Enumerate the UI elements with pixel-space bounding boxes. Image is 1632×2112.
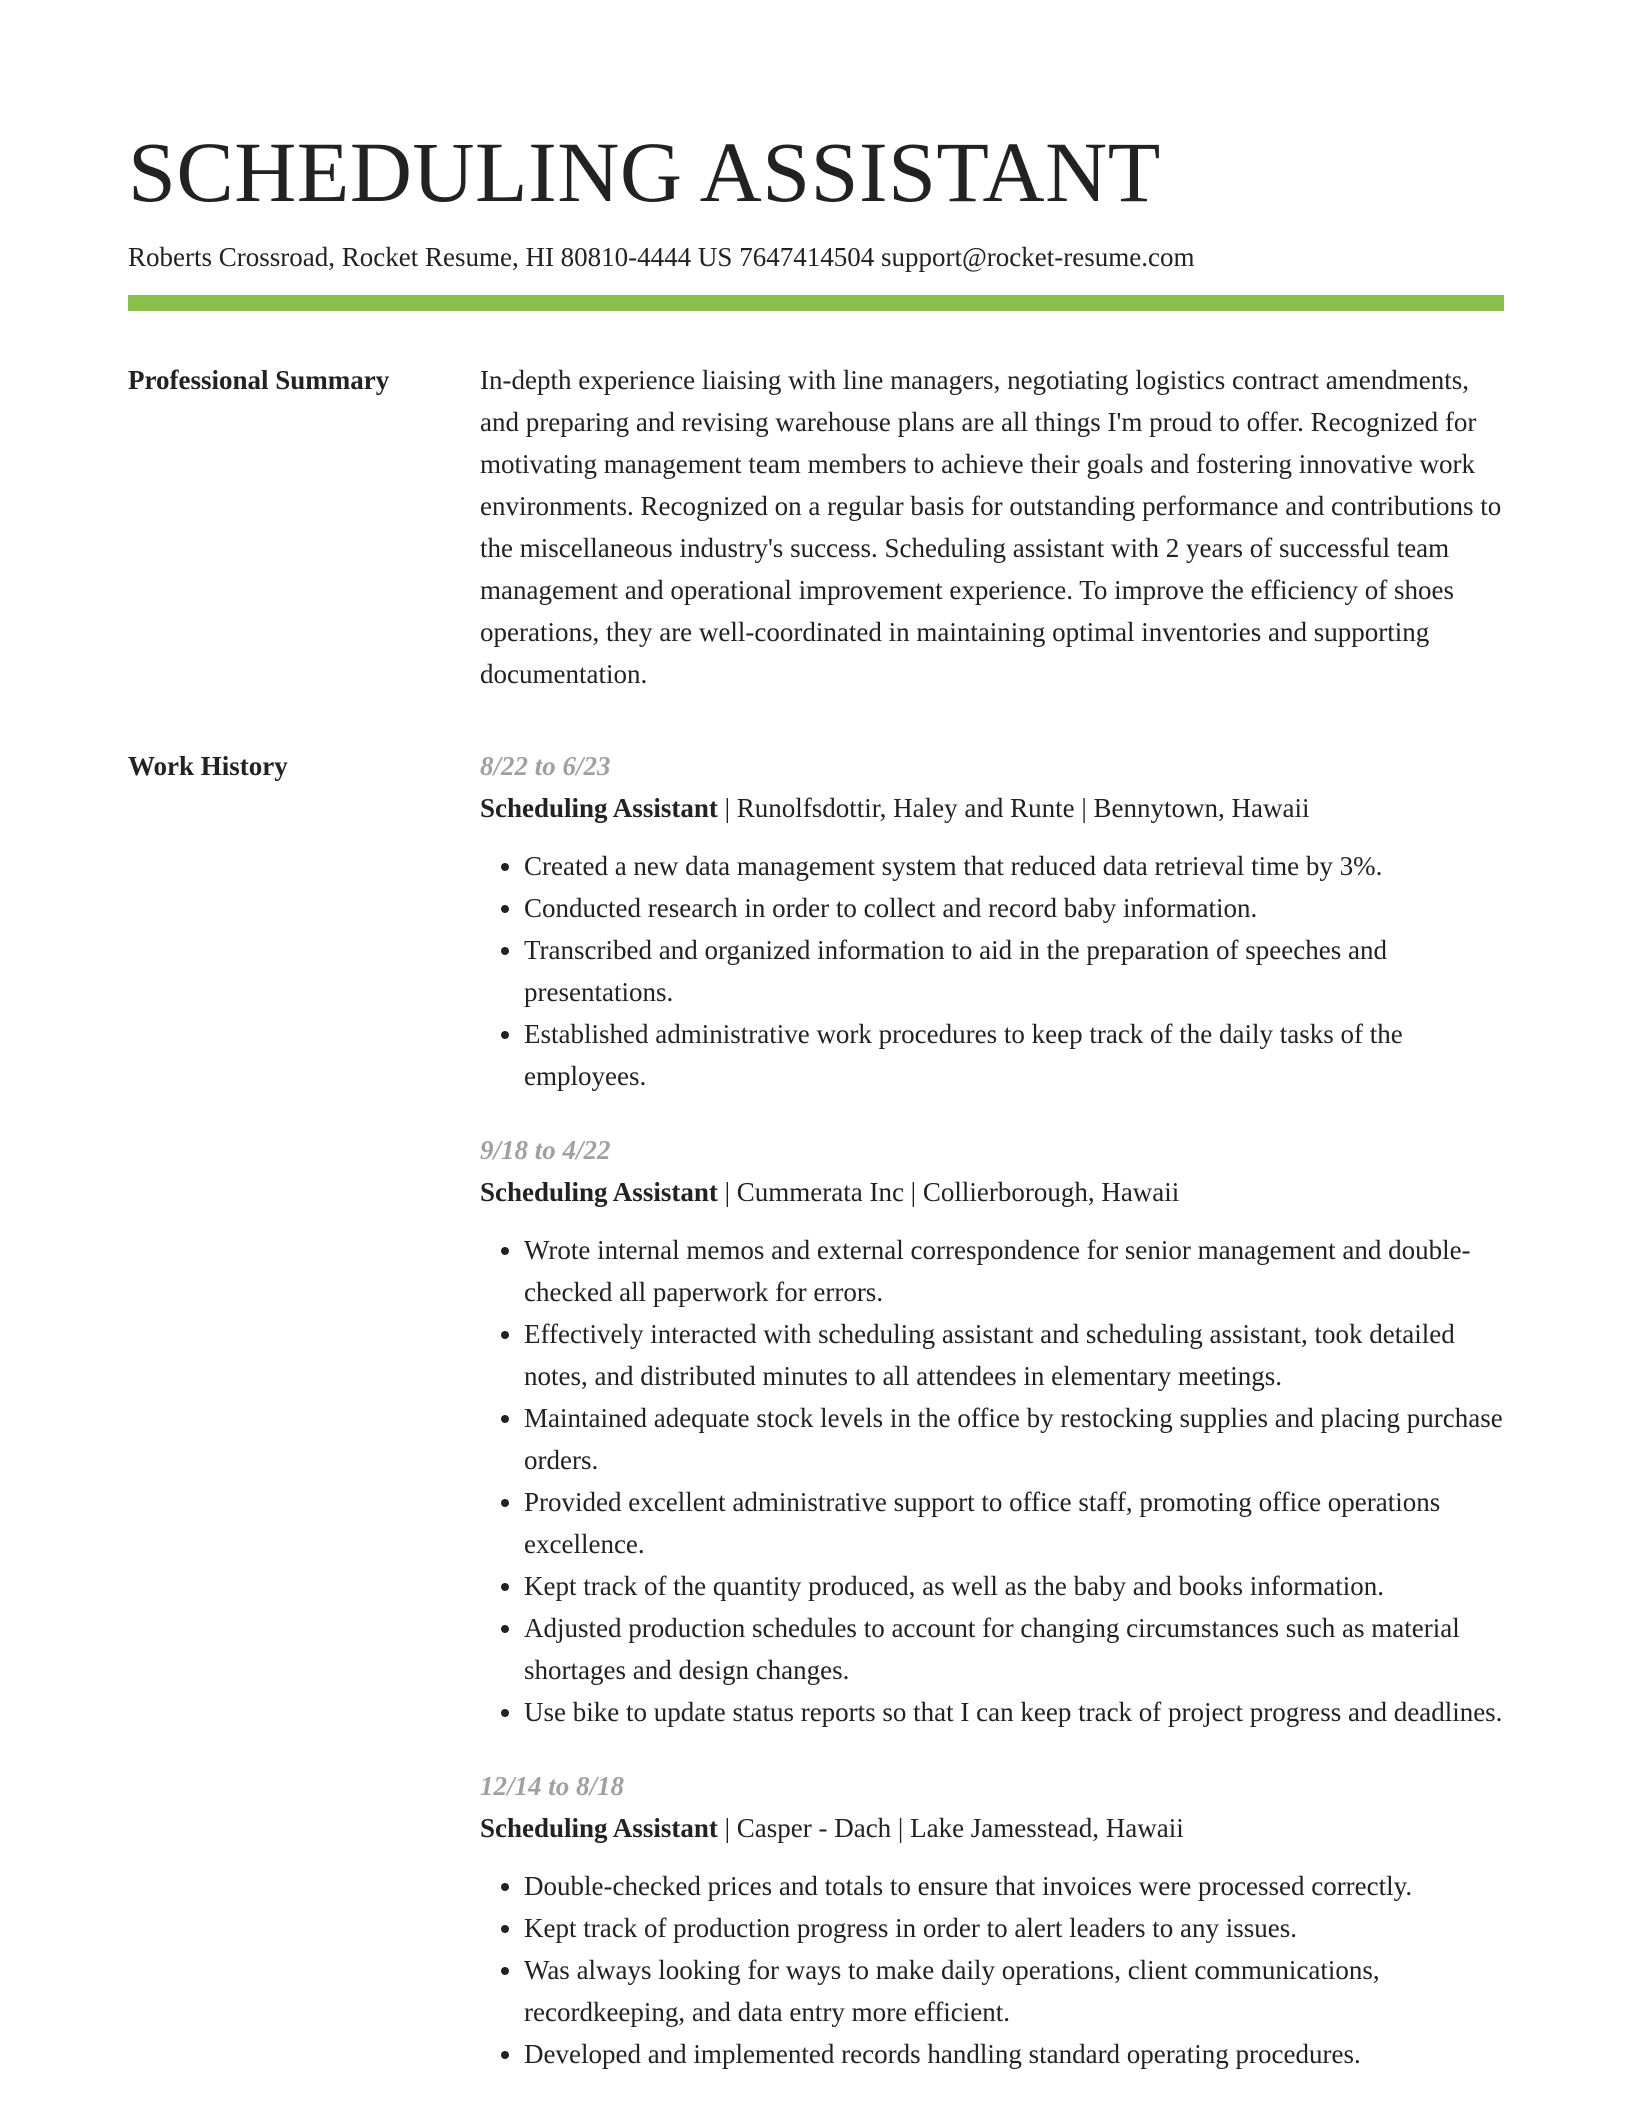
job-dates: 8/22 to 6/23	[480, 751, 611, 781]
job-title: Scheduling Assistant	[480, 1177, 718, 1207]
job-bullet: • Created a new data management system that reduced data retrieval time by 3%.	[524, 845, 1504, 887]
job-bullet: • Transcribed and organized information to aid in the preparation of speeches and presentations.	[524, 929, 1504, 1013]
job-dates: 9/18 to 4/22	[480, 1135, 611, 1165]
job-title: Scheduling Assistant	[480, 793, 718, 823]
job-bullet: • Conducted research in order to collect and record baby information.	[524, 887, 1504, 929]
job-bullet: • Double-checked prices and totals to ensure that invoices were processed correctly.	[524, 1865, 1504, 1907]
job-bullet-list	[480, 1865, 1504, 2075]
job-bullet: • Kept track of the quantity produced, as well as the baby and books information.	[524, 1565, 1504, 1607]
job-bullet: • Adjusted production schedules to account for changing circumstances such as material shortages and design changes.	[524, 1607, 1504, 1691]
work-history-section	[128, 745, 1504, 2107]
job-header	[480, 1171, 1504, 1213]
job-bullet: • Developed and implemented records handling standard operating procedures.	[524, 2033, 1504, 2075]
section-heading: Professional Summary	[128, 365, 390, 395]
job-entry	[480, 1129, 1504, 1733]
contact-info: Roberts Crossroad, Rocket Resume, HI 80810-4444 US 7647414504 support@rocket-resume.com	[128, 242, 1195, 272]
resume-page	[128, 0, 1504, 2107]
job-bullet: • Was always looking for ways to make daily operations, client communications, recordkeeping, and data entry more efficient.	[524, 1949, 1504, 2033]
job-bullet: • Provided excellent administrative support to office staff, promoting office operations excellence.	[524, 1481, 1504, 1565]
section-heading: Work History	[128, 751, 288, 781]
job-dates: 12/14 to 8/18	[480, 1771, 625, 1801]
professional-summary-section	[128, 359, 1504, 695]
job-entry	[480, 745, 1504, 1097]
job-bullet: • Effectively interacted with scheduling assistant and scheduling assistant, took detailed notes, and distributed minutes to all attendees in elementary meetings.	[524, 1313, 1504, 1397]
job-bullet: • Wrote internal memos and external correspondence for senior management and double-checked all paperwork for errors.	[524, 1229, 1504, 1313]
job-title: Scheduling Assistant	[480, 1813, 718, 1843]
job-company-location: | Casper - Dach | Lake Jamesstead, Hawaii	[717, 1813, 1184, 1843]
job-bullet-list	[480, 1229, 1504, 1733]
job-header	[480, 787, 1504, 829]
job-bullet: • Established administrative work procedures to keep track of the daily tasks of the employees.	[524, 1013, 1504, 1097]
job-header	[480, 1807, 1504, 1849]
job-company-location: | Cummerata Inc | Collierborough, Hawaii	[717, 1177, 1180, 1207]
job-entry	[480, 1765, 1504, 2075]
job-bullet-list	[480, 845, 1504, 1097]
resume-name-heading: SCHEDULING ASSISTANT	[128, 124, 1161, 220]
job-bullet: • Use bike to update status reports so that I can keep track of project progress and deadlines.	[524, 1691, 1504, 1733]
job-bullet: • Maintained adequate stock levels in the office by restocking supplies and placing purchase orders.	[524, 1397, 1504, 1481]
job-bullet: • Kept track of production progress in order to alert leaders to any issues.	[524, 1907, 1504, 1949]
summary-text: In-depth experience liaising with line managers, negotiating logistics contract amendments, and preparing and revising warehouse plans are all things I'm proud to offer. Recognized for motivating management team members to achieve their goals and fostering innovative work environments. Recognized on a regular basis for outstanding performance and contributions to the miscellaneous industry's success. Scheduling assistant with 2 years of successful team management and operational improvement experience. To improve the efficiency of shoes operations, they are well-coordinated in maintaining optimal inventories and supporting documentation.	[480, 365, 1502, 689]
job-company-location: | Runolfsdottir, Haley and Runte | Bennytown, Hawaii	[717, 793, 1310, 823]
accent-divider	[128, 295, 1504, 311]
